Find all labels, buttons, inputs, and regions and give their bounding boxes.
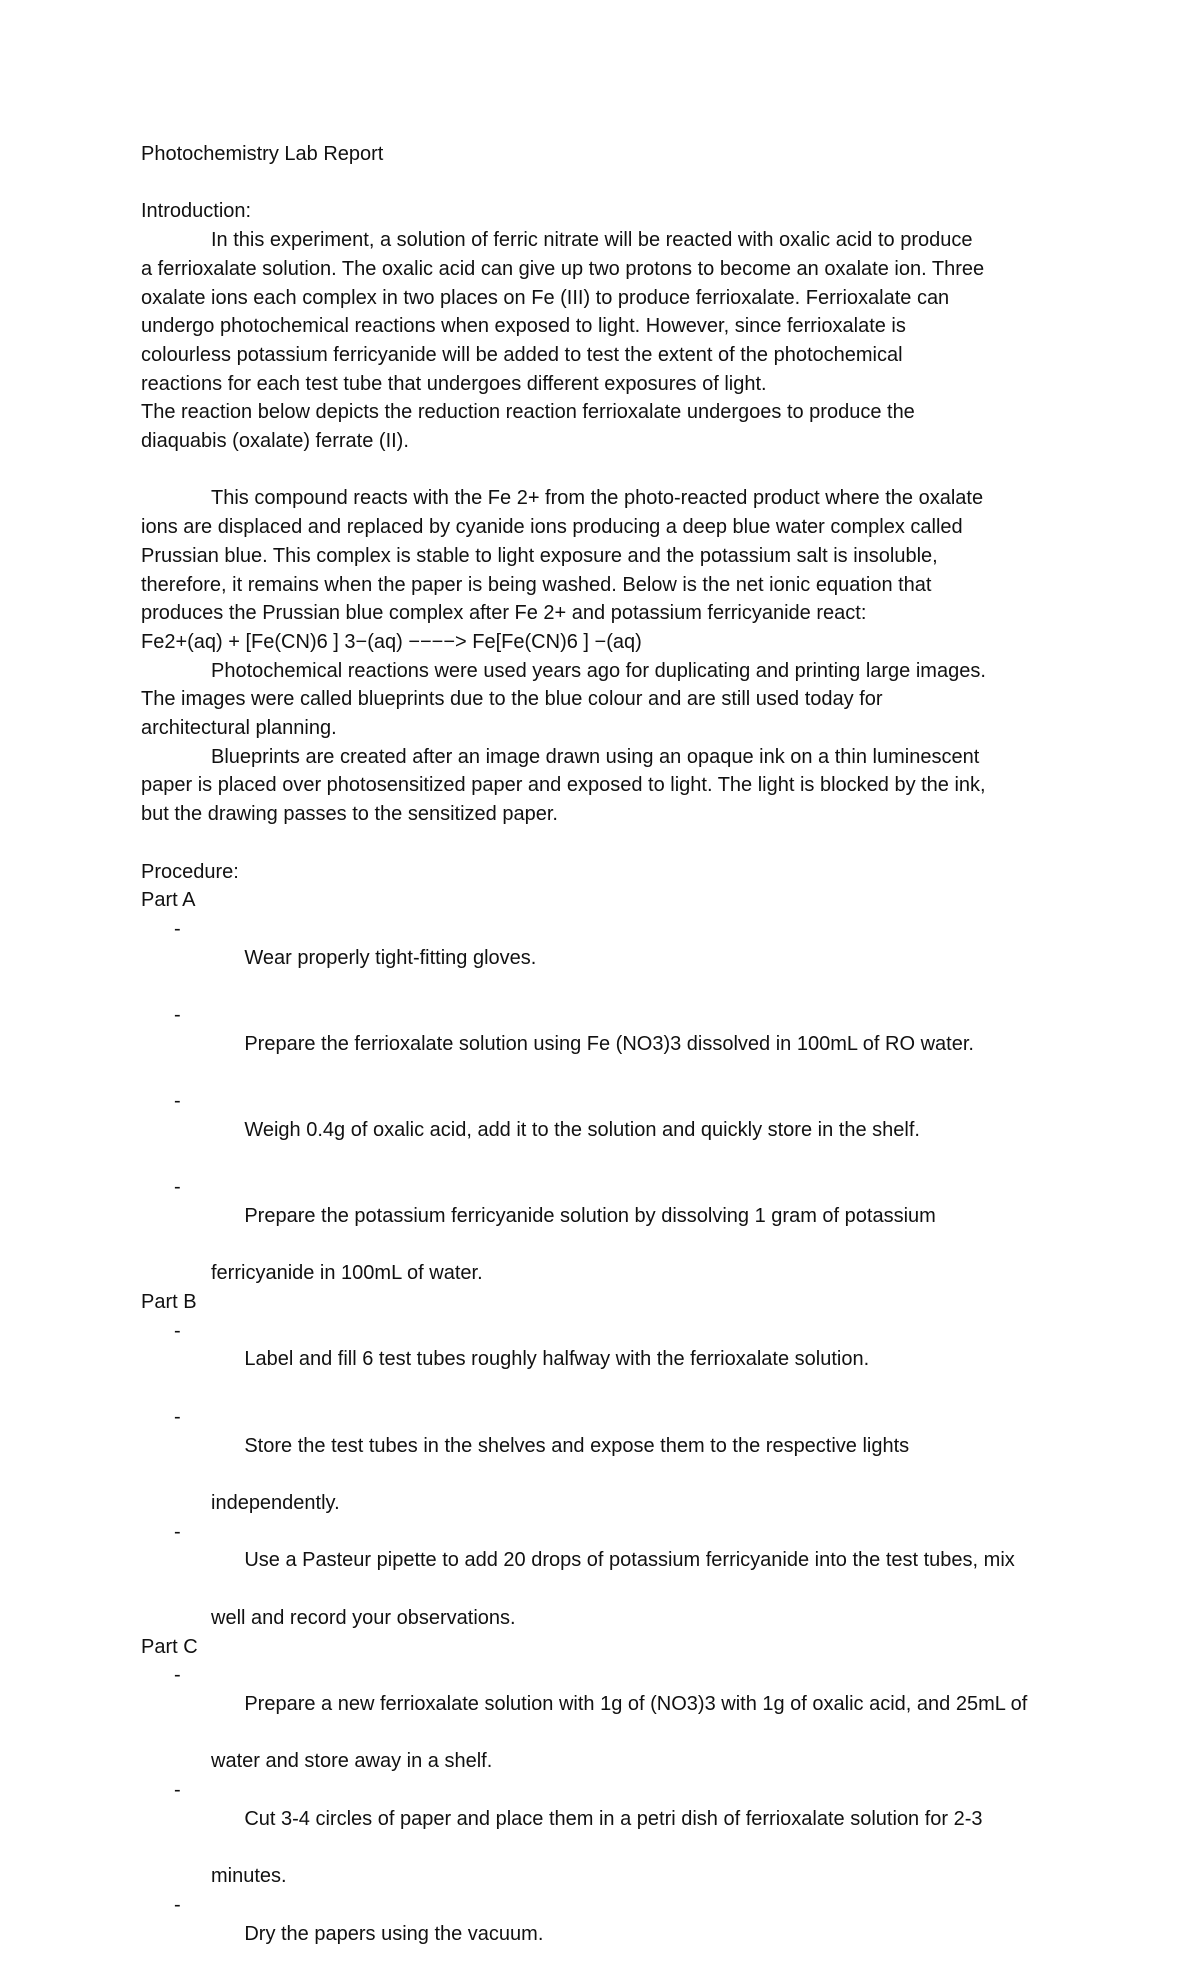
text-line: In this experiment, a solution of ferric nitrate will be reacted with oxalic acid to produce (211, 229, 973, 252)
list-item (141, 1776, 1061, 1862)
text-line: therefore, it remains when the paper is being washed. Below is the net ionic equation that (141, 573, 932, 596)
list-item-text: Use a Pasteur pipette to add 20 drops of potassium ferricyanide into the test tubes, mix (244, 1549, 1015, 1572)
document-body (141, 140, 1061, 1977)
list-item (141, 1317, 1061, 1403)
text-line: Photochemical reactions were used years ago for duplicating and printing large images. (211, 659, 986, 682)
bullet-dash: - (174, 1090, 181, 1113)
intro-paragraph-3 (141, 657, 1061, 743)
text-line: undergo photochemical reactions when exposed to light. However, since ferrioxalate is (141, 315, 906, 338)
list-item (141, 1891, 1061, 1977)
net-ionic-equation: Fe2+(aq) + [Fe(CN)6 ] 3−(aq) −−−−> Fe[Fe(CN)6 ] −(aq) (141, 630, 642, 653)
list-item-continuation: ferricyanide in 100mL of water. (211, 1262, 483, 1285)
list-item-continuation: water and store away in a shelf. (211, 1750, 493, 1773)
list-item-text: Wear properly tight-fitting gloves. (244, 946, 537, 969)
text-line: reactions for each test tube that undergoes different exposures of light. (141, 372, 767, 395)
list-item-text: Dry the papers using the vacuum. (244, 1922, 544, 1945)
text-line: The images were called blueprints due to the blue colour and are still used today for (141, 688, 883, 711)
text-line: The reaction below depicts the reduction reaction ferrioxalate undergoes to produce the (141, 401, 915, 424)
bullet-dash: - (174, 1319, 181, 1342)
list-item-text: Prepare the potassium ferricyanide solution by dissolving 1 gram of potassium (244, 1204, 936, 1227)
text-line: produces the Prussian blue complex after Fe 2+ and potassium ferricyanide react: (141, 602, 867, 625)
spacer (141, 829, 1061, 858)
list-item (141, 1001, 1061, 1087)
text-line: diaquabis (oxalate) ferrate (II). (141, 430, 409, 453)
spacer (141, 456, 1061, 485)
part-c-label: Part C (141, 1635, 198, 1658)
text-line: ions are displaced and replaced by cyanide ions producing a deep blue water complex called (141, 516, 963, 539)
list-item-continuation: minutes. (211, 1865, 287, 1888)
bullet-dash: - (174, 1004, 181, 1027)
text-line: Blueprints are created after an image drawn using an opaque ink on a thin luminescent (211, 745, 980, 768)
list-item-continuation: independently. (211, 1492, 340, 1514)
bullet-dash: - (174, 1520, 181, 1543)
document-title: Photochemistry Lab Report (141, 143, 384, 165)
text-line: colourless potassium ferricyanide will be added to test the extent of the photochemical (141, 343, 903, 366)
list-item-text: Prepare a new ferrioxalate solution with 1g of (NO3)3 with 1g of oxalic acid, and 25mL of (244, 1692, 1028, 1715)
text-line: a ferrioxalate solution. The oxalic acid can give up two protons to become an oxalate ion. Three (141, 257, 985, 280)
text-line: oxalate ions each complex in two places on Fe (III) to produce ferrioxalate. Ferrioxalate can (141, 286, 950, 309)
list-item (141, 1661, 1061, 1747)
list-item (141, 915, 1061, 1001)
bullet-dash: - (174, 917, 181, 940)
list-item (141, 1087, 1061, 1173)
text-line: Prussian blue. This complex is stable to light exposure and the potassium salt is insoluble, (141, 544, 938, 567)
intro-paragraph-4 (141, 743, 1061, 829)
list-item-text: Label and fill 6 test tubes roughly halfway with the ferrioxalate solution. (244, 1348, 870, 1371)
intro-paragraph-1 (141, 226, 1061, 456)
part-a-label: Part A (141, 889, 196, 912)
procedure-heading: Procedure: (141, 860, 239, 883)
list-item-text: Cut 3-4 circles of paper and place them in a petri dish of ferrioxalate solution for 2-3 (244, 1807, 983, 1830)
text-line: This compound reacts with the Fe 2+ from the photo-reacted product where the oxalate (211, 487, 984, 510)
list-item (141, 1173, 1061, 1259)
bullet-dash: - (174, 1176, 181, 1199)
list-item-continuation: well and record your observations. (211, 1606, 516, 1629)
text-line: but the drawing passes to the sensitized paper. (141, 803, 558, 826)
bullet-dash: - (174, 1779, 181, 1802)
text-line: architectural planning. (141, 717, 337, 740)
intro-paragraph-2 (141, 484, 1061, 656)
list-item (141, 1518, 1061, 1604)
list-item-text: Store the test tubes in the shelves and expose them to the respective lights (244, 1434, 910, 1457)
list-item-text: Weigh 0.4g of oxalic acid, add it to the solution and quickly store in the shelf. (244, 1118, 920, 1141)
introduction-heading: Introduction: (141, 200, 252, 223)
list-item (141, 1403, 1061, 1489)
spacer (141, 169, 1061, 198)
list-item-text: Prepare the ferrioxalate solution using Fe (NO3)3 dissolved in 100mL of RO water. (244, 1032, 974, 1055)
part-b-label: Part B (141, 1291, 197, 1314)
bullet-dash: - (174, 1405, 181, 1428)
bullet-dash: - (174, 1893, 181, 1916)
text-line: paper is placed over photosensitized paper and exposed to light. The light is blocked by the ink, (141, 774, 986, 797)
bullet-dash: - (174, 1664, 181, 1687)
